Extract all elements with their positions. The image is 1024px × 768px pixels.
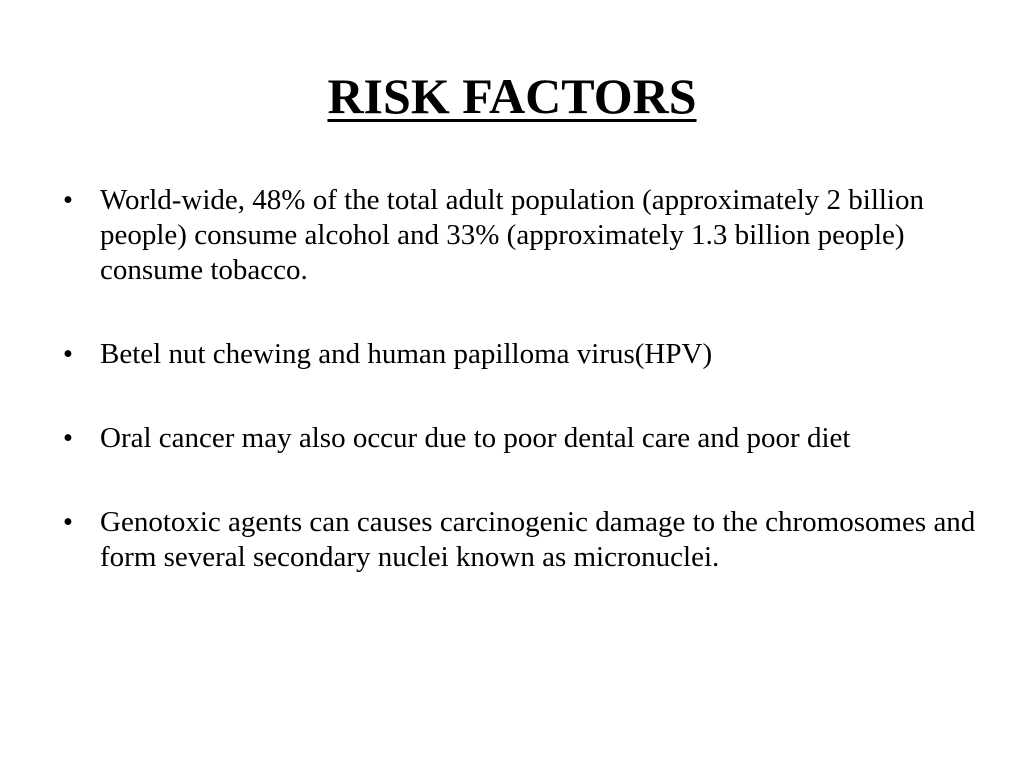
bullet-item: [58, 183, 978, 288]
bullet-item: [58, 421, 978, 456]
bullet-dot-icon: •: [62, 506, 74, 538]
bullet-text: Oral cancer may also occur due to poor dental care and poor diet: [100, 422, 851, 454]
bullet-text: Genotoxic agents can causes carcinogenic damage to the chromosomes and form several secondary nuclei known as micronuclei.: [100, 506, 976, 573]
bullet-text: Betel nut chewing and human papilloma virus(HPV): [100, 338, 713, 370]
bullet-list: [58, 183, 978, 575]
bullet-text: World-wide, 48% of the total adult population (approximately 2 billion people) consume alcohol and 33% (approximately 1.3 billion people) consume tobacco.: [100, 184, 924, 286]
bullet-dot-icon: •: [62, 184, 74, 216]
slide-title-text: RISK FACTORS: [327, 68, 697, 124]
bullet-dot-icon: •: [62, 422, 74, 454]
bullet-dot-icon: •: [62, 338, 74, 370]
bullet-item: [58, 337, 978, 372]
slide-title: [0, 64, 1024, 128]
bullet-item: [58, 505, 978, 575]
